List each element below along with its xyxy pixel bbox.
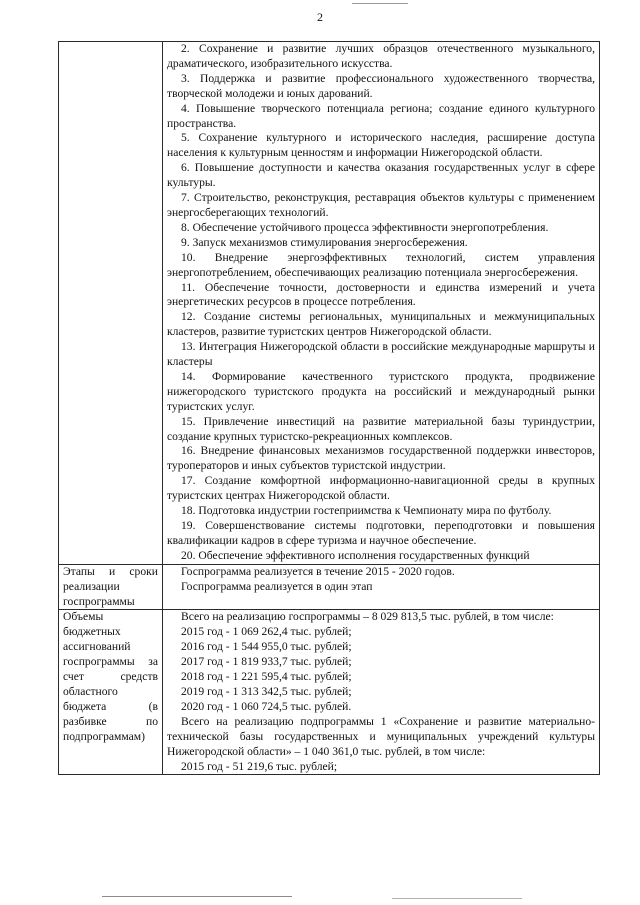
stages-label-cell xyxy=(59,564,163,610)
budget-year-line: 2016 год - 1 544 955,0 тыс. рублей; xyxy=(181,640,352,654)
budget-year-line: 2019 год - 1 313 342,5 тыс. рублей; xyxy=(181,684,352,698)
budget-label-line: областного xyxy=(63,684,118,698)
task-item: 19. Совершенствование системы подготовки, переподготовки и повышения квалификации кадров в сфере туризма и научное обеспечение. xyxy=(167,519,595,547)
stages-paragraph: Госпрограмма реализуется в один этап xyxy=(181,579,373,593)
budget-label-line: бюджета (в xyxy=(63,699,158,713)
budget-label-line: счет средств xyxy=(63,670,158,684)
task-item: 6. Повышение доступности и качества оказания государственных услуг в сфере культуры. xyxy=(167,161,595,190)
task-item: 13. Интеграция Нижегородской области в российские международные маршруты и кластеры xyxy=(167,340,595,369)
task-item: 11. Обеспечение точности, достоверности и единства измерений и учета энергетических ресурсов в процессе потребления. xyxy=(167,280,595,309)
stages-label-line: Этапы и сроки xyxy=(63,564,158,578)
task-item: 7. Строительство, реконструкция, реставрация объектов культуры с применением энергосберегающих технологий. xyxy=(167,191,595,219)
scan-artifact-line xyxy=(392,898,522,899)
page-number: 2 xyxy=(317,10,323,24)
task-item: 14. Формирование качественного туристского продукта, продвижение нижегородского туристского продукта на российский и международный рынки туристских услуг. xyxy=(167,369,595,413)
task-item: 4. Повышение творческого потенциала региона; создание единого культурного пространства. xyxy=(167,101,595,130)
task-item: 18. Подготовка индустрии гостеприимства к Чемпионату мира по футболу. xyxy=(181,504,552,518)
task-item: 15. Привлечение инвестиций на развитие материальной базы туриндустрии, создание крупных туристско-рекреационных комплексов. xyxy=(167,414,595,443)
stages-label-line: реализации xyxy=(63,579,120,593)
stages-paragraph: Госпрограмма реализуется в течение 2015 - 2020 годов. xyxy=(181,564,455,578)
stages-content-cell xyxy=(163,564,600,610)
task-item: 17. Создание комфортной информационно-навигационной среды в крупных туристских центрах Нижегородской области. xyxy=(167,474,595,503)
table-row-budget xyxy=(59,610,600,775)
passport-table xyxy=(58,41,600,775)
budget-label-line: госпрограммы за xyxy=(63,655,158,669)
budget-year-line: 2017 год - 1 819 933,7 тыс. рублей; xyxy=(181,655,352,669)
budget-content-cell xyxy=(163,610,600,775)
task-item: 10. Внедрение энергоэффективных технологий, систем управления энергопотреблением, обеспечивающих реализацию потенциала энергосбережения. xyxy=(167,250,595,279)
task-item: 5. Сохранение культурного и исторического наследия, расширение доступа населения к культурным ценностям и информации Нижегородской области. xyxy=(167,131,595,160)
budget-label-line: разбивке по xyxy=(63,714,158,728)
budget-label-cell xyxy=(59,610,163,775)
budget-year-line: 2020 год - 1 060 724,5 тыс. рублей. xyxy=(181,699,352,713)
budget-label-line: Объемы xyxy=(63,610,104,624)
stages-label-line: госпрограммы xyxy=(63,594,135,608)
tasks-label-cell xyxy=(59,42,163,565)
scan-artifact-line xyxy=(352,3,408,4)
task-item: 16. Внедрение финансовых механизмов государственной поддержки инвесторов, туроператоров и иных субъектов туристской индустрии. xyxy=(167,444,595,473)
budget-label-line: бюджетных xyxy=(63,625,121,639)
subprogram-total: Всего на реализацию подпрограммы 1 «Сохранение и развитие материально-технической базы государственных и муниципальных учреждений культуры Нижегородской области» – 1 040 361,0 тыс. рублей, в том числе: xyxy=(167,714,595,758)
task-item: 20. Обеспечение эффективного исполнения государственных функций xyxy=(181,548,530,562)
tasks-content-cell xyxy=(163,42,600,565)
budget-label-line: ассигнований xyxy=(63,640,131,654)
task-item: 8. Обеспечение устойчивого процесса эффективности энергопотребления. xyxy=(181,220,549,234)
table-row-stages xyxy=(59,564,600,610)
task-item: 2. Сохранение и развитие лучших образцов отечественного музыкального, драматического, изобразительного искусства. xyxy=(167,42,595,70)
budget-year-line: 2018 год - 1 221 595,4 тыс. рублей; xyxy=(181,670,352,684)
task-item: 3. Поддержка и развитие профессионального художественного творчества, творческой молодежи и юных дарований. xyxy=(167,71,595,100)
scan-artifact-line xyxy=(102,896,292,897)
task-item: 9. Запуск механизмов стимулирования энергосбережения. xyxy=(181,235,468,249)
budget-year-line: 2015 год - 1 069 262,4 тыс. рублей; xyxy=(181,625,352,639)
table-row-tasks xyxy=(59,42,600,565)
budget-total: Всего на реализацию госпрограммы – 8 029 813,5 тыс. рублей, в том числе: xyxy=(181,610,554,624)
budget-label-line: подпрограммам) xyxy=(63,729,145,743)
task-item: 12. Создание системы региональных, муниципальных и межмуниципальных кластеров, развитие туристских центров Нижегородской области. xyxy=(167,310,595,339)
subprogram-year-line: 2015 год - 51 219,6 тыс. рублей; xyxy=(181,759,338,773)
